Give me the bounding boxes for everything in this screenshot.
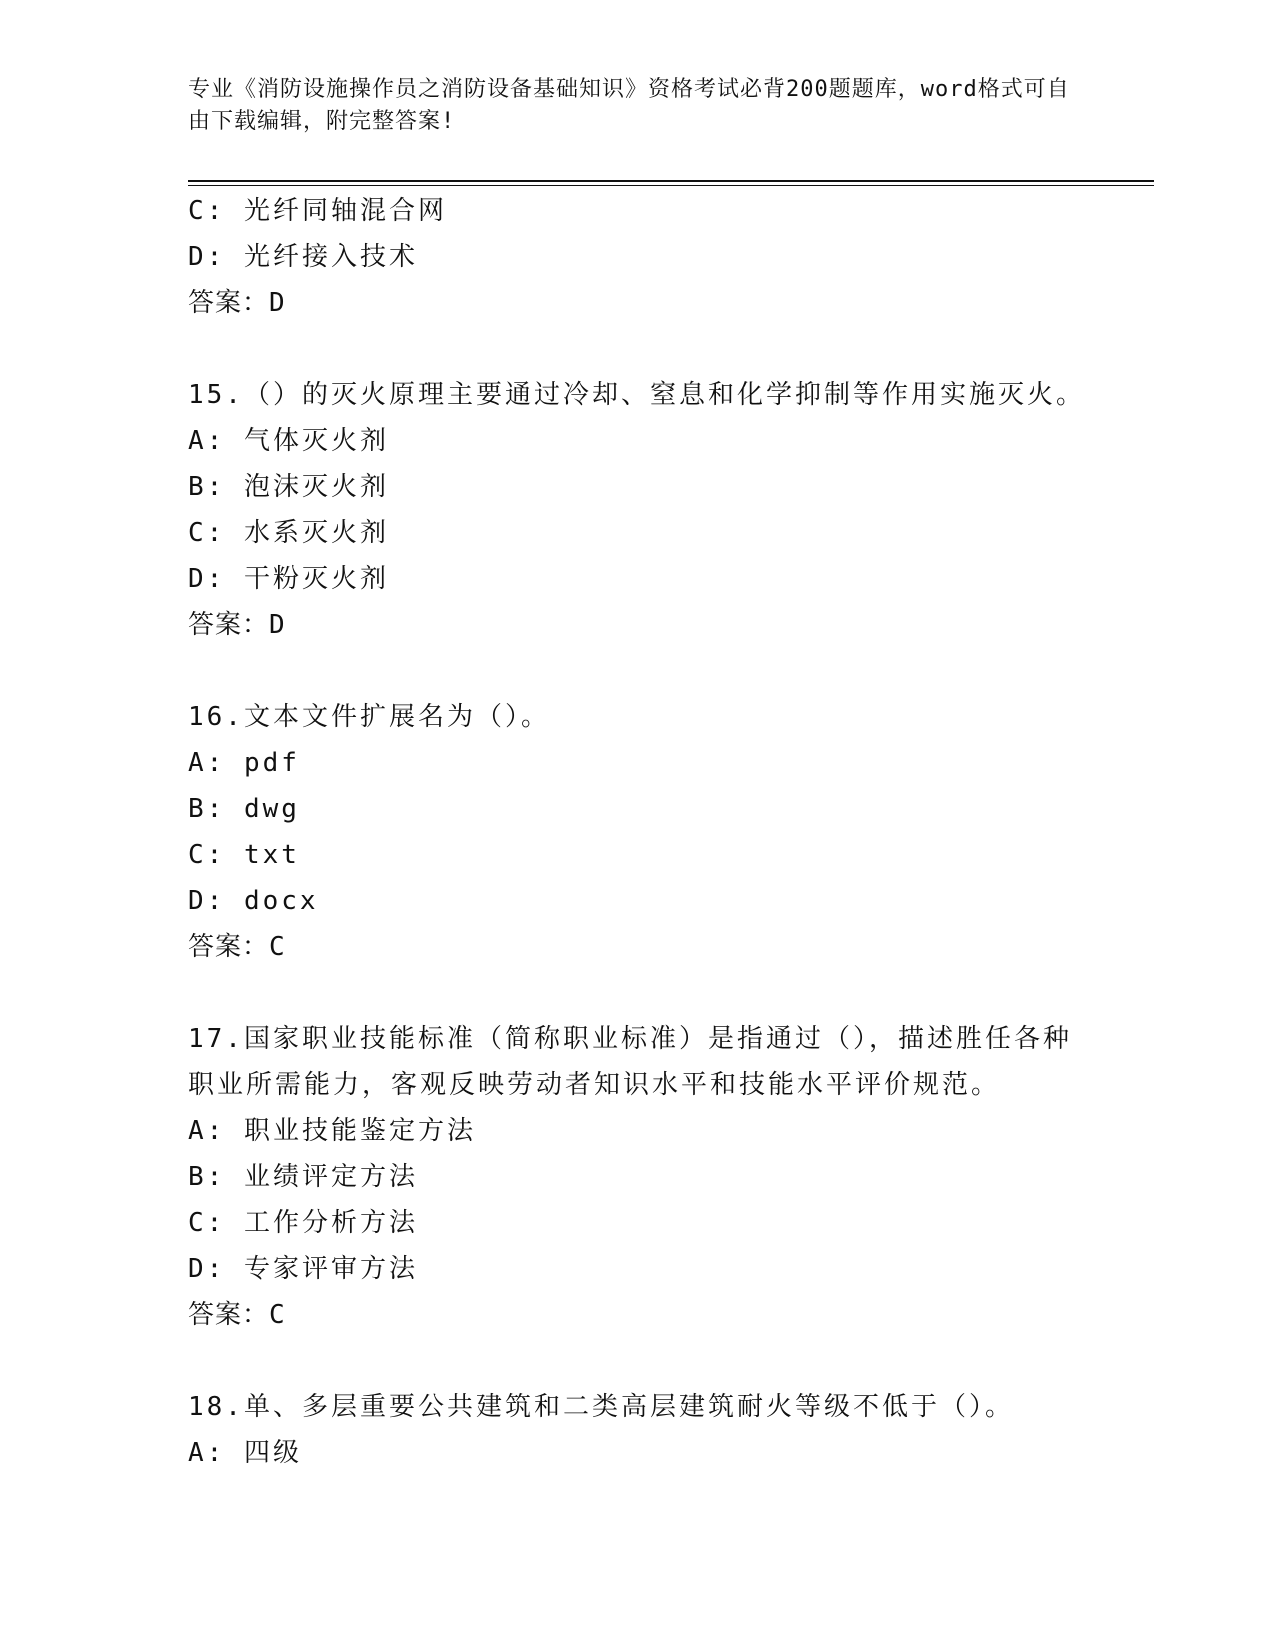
option-label: A: (188, 426, 226, 456)
option-b (188, 464, 1088, 510)
document-header (188, 74, 1078, 138)
option-b (188, 786, 1088, 832)
option-label: C: (188, 518, 226, 548)
option-text: 气体灭火剂 (243, 426, 389, 456)
spacer (188, 1338, 1088, 1384)
question-stem: 15.（）的灭火原理主要通过冷却、窒息和化学抑制等作用实施灭火。 (188, 380, 1085, 410)
option-d (188, 556, 1088, 602)
answer: 答案：C (188, 1300, 286, 1330)
question-stem: 16.文本文件扩展名为（）。 (188, 702, 550, 732)
option-text: 光纤同轴混合网 (243, 196, 447, 226)
option-text: 职业技能鉴定方法 (243, 1116, 476, 1146)
option-text: txt (243, 840, 300, 870)
question-16 (188, 694, 1088, 970)
header-divider-thick (188, 180, 1154, 182)
option-label: B: (188, 1162, 226, 1192)
option-label: A: (188, 748, 226, 778)
answer: 答案：D (188, 288, 286, 318)
option-label: D: (188, 1254, 226, 1284)
option-d (188, 234, 1088, 280)
option-a (188, 1430, 1088, 1476)
option-text: 四级 (243, 1438, 302, 1468)
option-label: D: (188, 242, 226, 272)
header-divider-thin (188, 185, 1154, 186)
option-d (188, 1246, 1088, 1292)
spacer (188, 326, 1088, 372)
question-stem: 17.国家职业技能标准（简称职业标准）是指通过（），描述胜任各种职业所需能力，客观反映劳动者知识水平和技能水平评价规范。 (188, 1024, 1072, 1100)
option-text: 工作分析方法 (243, 1208, 418, 1238)
option-label: A: (188, 1116, 226, 1146)
option-d (188, 878, 1088, 924)
option-text: 专家评审方法 (243, 1254, 418, 1284)
option-b (188, 1154, 1088, 1200)
option-text: 水系灭火剂 (243, 518, 389, 548)
option-text: 泡沫灭火剂 (243, 472, 389, 502)
option-a (188, 1108, 1088, 1154)
option-label: B: (188, 794, 226, 824)
header-text: 专业《消防设施操作员之消防设备基础知识》资格考试必背200题题库，word格式可自由下载编辑，附完整答案! (188, 77, 1070, 134)
question-15 (188, 372, 1088, 648)
option-c (188, 510, 1088, 556)
answer: 答案：C (188, 932, 286, 962)
option-a (188, 418, 1088, 464)
question-list (188, 188, 1088, 1476)
spacer (188, 970, 1088, 1016)
question-stem: 18.单、多层重要公共建筑和二类高层建筑耐火等级不低于（）。 (188, 1392, 1014, 1422)
question-18 (188, 1384, 1088, 1476)
option-text: 光纤接入技术 (243, 242, 418, 272)
option-label: C: (188, 196, 226, 226)
option-text: dwg (243, 794, 300, 824)
question-17 (188, 1016, 1088, 1338)
question-14-continued (188, 188, 1088, 326)
option-label: A: (188, 1438, 226, 1468)
option-c (188, 188, 1088, 234)
option-a (188, 740, 1088, 786)
option-label: C: (188, 840, 226, 870)
option-c (188, 832, 1088, 878)
option-label: D: (188, 886, 226, 916)
spacer (188, 648, 1088, 694)
option-label: D: (188, 564, 226, 594)
option-label: C: (188, 1208, 226, 1238)
option-text: pdf (243, 748, 300, 778)
option-c (188, 1200, 1088, 1246)
option-text: 干粉灭火剂 (243, 564, 389, 594)
option-text: 业绩评定方法 (243, 1162, 418, 1192)
option-text: docx (243, 886, 319, 916)
option-label: B: (188, 472, 226, 502)
answer: 答案：D (188, 610, 286, 640)
